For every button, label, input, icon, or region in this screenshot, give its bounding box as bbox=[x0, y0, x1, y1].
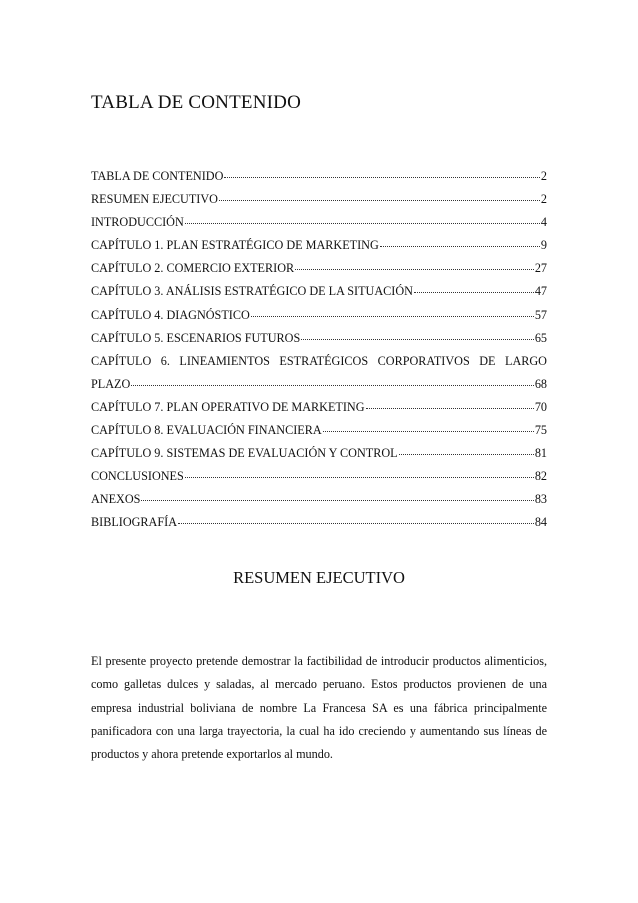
toc-entry-label: TABLA DE CONTENIDO bbox=[91, 169, 224, 183]
toc-entry[interactable] bbox=[91, 469, 547, 492]
toc-leader bbox=[185, 223, 540, 224]
toc-leader bbox=[224, 177, 540, 178]
toc-entry-page: 82 bbox=[534, 469, 547, 484]
toc-entry[interactable] bbox=[91, 446, 547, 469]
toc-entry-page: 47 bbox=[534, 284, 547, 299]
toc-entry-label: BIBLIOGRAFÍA bbox=[91, 515, 177, 530]
section-heading: RESUMEN EJECUTIVO bbox=[233, 568, 405, 587]
toc-entry-page: 2 bbox=[540, 169, 547, 183]
toc-entry[interactable] bbox=[91, 400, 547, 423]
toc-entry[interactable] bbox=[91, 238, 547, 261]
toc-entry-page: 57 bbox=[534, 307, 547, 322]
toc-entry-wrapped-line[interactable] bbox=[91, 354, 547, 377]
toc-entry[interactable] bbox=[91, 192, 547, 215]
toc-leader bbox=[301, 339, 534, 340]
toc-entry[interactable] bbox=[91, 215, 547, 238]
toc-leader bbox=[380, 246, 540, 247]
toc-entry-label: CAPÍTULO 3. ANÁLISIS ESTRATÉGICO DE LA SITUACIÓN bbox=[91, 284, 413, 299]
body-paragraph: El presente proyecto pretende demostrar la factibilidad de introducir productos alimenticios, como galletas dulces y saladas, al mercado peruano. Estos productos provienen de una empresa industrial boliviana de nombre La Francesa SA es una fábrica principalmente panificadora con una larga trayectoria, la cual ha ido creciendo y aumentando sus líneas de productos y ahora pretende exportarlos al mundo. bbox=[91, 654, 547, 762]
toc-entry-page: 2 bbox=[540, 192, 547, 207]
toc-entry-page: 70 bbox=[534, 399, 547, 414]
toc-leader bbox=[366, 408, 534, 409]
toc-entry-label: CAPÍTULO 5. ESCENARIOS FUTUROS bbox=[91, 330, 301, 345]
toc-leader bbox=[399, 454, 534, 455]
toc-leader bbox=[185, 477, 534, 478]
toc-leader bbox=[414, 292, 534, 293]
toc-entry-label: INTRODUCCIÓN bbox=[91, 215, 184, 230]
toc-entry-page: 75 bbox=[534, 423, 547, 438]
toc-leader bbox=[251, 316, 534, 317]
toc-entry-label: CAPÍTULO 4. DIAGNÓSTICO bbox=[91, 307, 250, 322]
toc-entry-label: CAPÍTULO 9. SISTEMAS DE EVALUACIÓN Y CONTROL bbox=[91, 446, 398, 461]
toc-entry-label-line1: CAPÍTULO 6. LINEAMIENTOS ESTRATÉGICOS CORPORATIVOS DE LARGO bbox=[91, 353, 547, 368]
toc-entry-page: 65 bbox=[534, 330, 547, 345]
toc-entry-label: ANEXOS bbox=[91, 492, 141, 507]
toc-entry-label: CONCLUSIONES bbox=[91, 469, 184, 484]
toc-leader bbox=[131, 385, 534, 386]
toc-entry[interactable] bbox=[91, 169, 547, 192]
toc-entry-label: CAPÍTULO 7. PLAN OPERATIVO DE MARKETING bbox=[91, 399, 365, 414]
toc-entry-page: 9 bbox=[540, 238, 547, 253]
toc-entry[interactable] bbox=[91, 308, 547, 331]
toc-entry-label: RESUMEN EJECUTIVO bbox=[91, 192, 218, 207]
toc-entry-page: 83 bbox=[534, 492, 547, 507]
toc-entry-page: 68 bbox=[534, 376, 547, 391]
toc-entry-page: 84 bbox=[534, 515, 547, 530]
toc-leader bbox=[141, 500, 533, 501]
toc-entry-label: CAPÍTULO 1. PLAN ESTRATÉGICO DE MARKETING bbox=[91, 238, 379, 253]
toc-entry-page: 27 bbox=[534, 261, 547, 276]
toc-entry[interactable] bbox=[91, 515, 547, 538]
toc-entry[interactable] bbox=[91, 377, 547, 400]
toc-heading: TABLA DE CONTENIDO bbox=[91, 92, 302, 113]
toc-leader bbox=[219, 200, 540, 201]
toc-entry-label: CAPÍTULO 8. EVALUACIÓN FINANCIERA bbox=[91, 423, 322, 438]
toc-entry-page: 4 bbox=[540, 215, 547, 230]
toc-leader bbox=[178, 523, 534, 524]
toc-entry[interactable] bbox=[91, 261, 547, 284]
toc-entry[interactable] bbox=[91, 284, 547, 307]
toc-entry-label: CAPÍTULO 2. COMERCIO EXTERIOR bbox=[91, 261, 295, 276]
toc-entry[interactable] bbox=[91, 423, 547, 446]
toc-leader bbox=[323, 431, 534, 432]
toc-entry[interactable] bbox=[91, 492, 547, 515]
toc-entry-label: PLAZO bbox=[91, 376, 131, 391]
toc-entry-page: 81 bbox=[534, 446, 547, 461]
toc-leader bbox=[295, 269, 534, 270]
toc-entry[interactable] bbox=[91, 331, 547, 354]
table-of-contents bbox=[91, 169, 547, 539]
